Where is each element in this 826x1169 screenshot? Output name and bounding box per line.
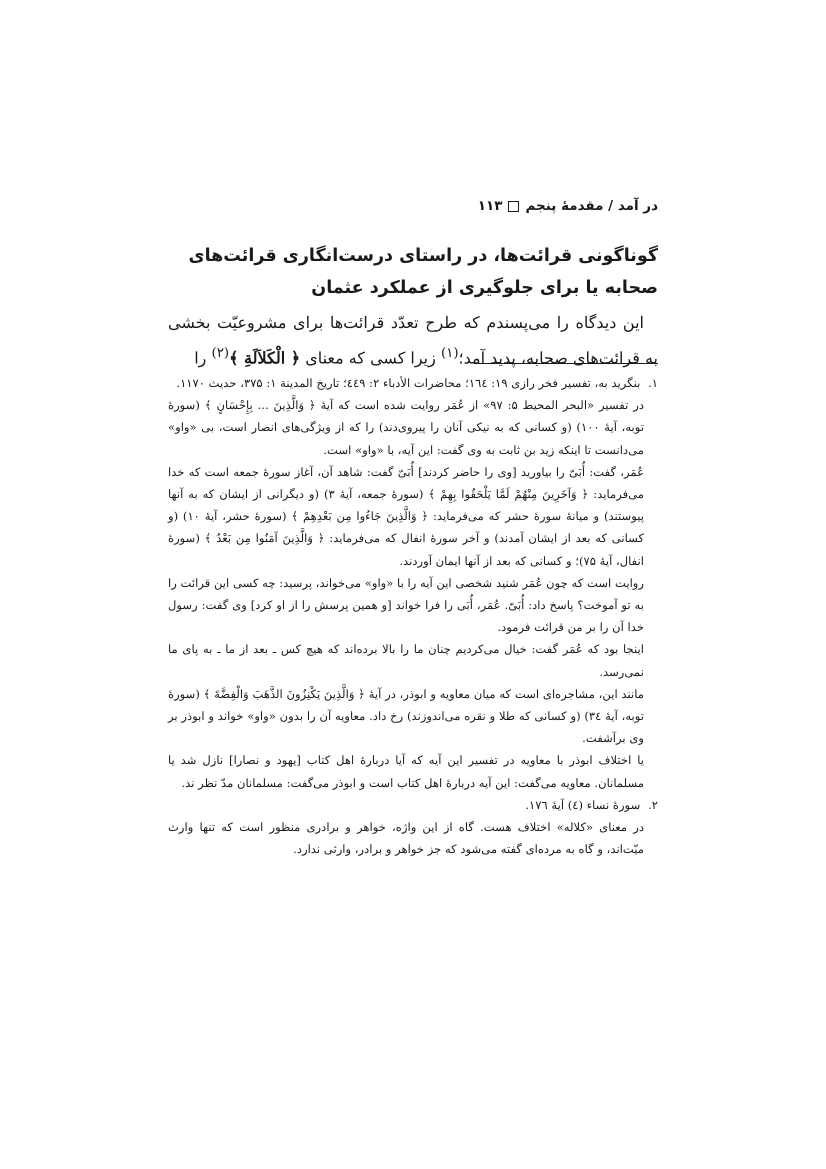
square-ornament-icon — [508, 201, 519, 212]
section-heading: گوناگونی قرائت‌ها، در راستای درست‌انگاری قرائت‌های صحابه یا برای جلوگیری از عملکرد عثمان — [188, 246, 658, 298]
body-text-part1: این دیدگاه را می‌پسندم که طرح تعدّد قرائت‌ها برای مشروعیّت بخشی به قرائت‌های صحابه، پدید آمد؛ — [168, 313, 658, 368]
footnotes — [168, 372, 658, 860]
footnote-ref-1: (۱) — [440, 346, 459, 361]
footnote-1-paragraph: اینجا بود که عُمَر گفت: خیال می‌کردیم چنان ما را بالا برده‌اند که هیچ کس ـ بعد از ما ـ به پای ما نمی‌رسد. — [168, 642, 644, 679]
footnote-2 — [168, 794, 658, 816]
footnote-1-paragraph: در تفسیر «البحر المحیط ۵: ۹۷» از عُمَر روایت شده است که آیهٔ ﴿ وَالَّذِينَ ... بِإِحْسَانٍ ﴾ (سورهٔ توبه، آیهٔ ۱۰۰) (و کسانی که به نیکی آنان را پیروی‌دند) را که از ویژگی‌های انصار است، بی «واو» می‌دانست تا اینکه زید بن ثابت به وی گفت: این آیه، با «واو» است. — [168, 398, 645, 457]
footnote-1-text: بنگرید به، تفسیر فخر رازی ۱۹: ۱٦٤؛ محاضرات الأدباء ۲: ٤٤۹؛ تاریخ المدینة ۱: ۳۷۵، حدیث ۱۱۷۰. — [176, 376, 641, 390]
running-header — [168, 198, 658, 214]
footnote-2-text: سورهٔ نساء (٤) آیهٔ ۱۷٦. — [525, 797, 641, 812]
footnote-1-number: ۱. — [648, 376, 658, 390]
footnote-2-number: ۲. — [648, 797, 658, 812]
footnote-1-paragraph: مانند این، مشاجره‌ای است که میان معاویه و ابوذر، در آیهٔ ﴿ وَالَّذِينَ يَكْنِزُونَ الذَّهَبَ وَالْفِضَّةَ ﴾ (سورهٔ توبه، آیهٔ ۳٤) (و کسانی که طلا و نقره می‌اندوزند) رخ داد. معاویه آن را بدون «واو» خواند و ابوذر بر وی برآشفت. — [168, 686, 645, 746]
footnote-2-paragraph: در معنای «کلاله» اختلاف هست. گاه از این واژه، خواهر و برادری منظور است که تنها وارث میّت‌اند، و گاه به مرده‌ای گفته می‌شود که جز خواهر و برادر، وارثی ندارد. — [168, 820, 644, 857]
footnote-1-paragraph: روایت است که چون عُمَر شنید شخصی این آیه را با «واو» می‌خواند، پرسید: چه کسی این قرائت را به تو آموخت؟ پاسخ داد: أُبَیّ. عُمَر، أُبَی را فرا خواند [و همین پرسش را از او کرد] وی گفت: رسول خدا آن را بر من قرائت فرمود. — [168, 575, 644, 635]
header-text: در آمد / مقدمهٔ پنجم — [525, 198, 658, 214]
quran-quote: ﴿ الْكَلاَلَةِ ﴾ — [229, 348, 301, 368]
page-number: ۱۱۳ — [477, 198, 503, 214]
footnote-1 — [168, 372, 658, 394]
body-text-part2: زیرا کسی که معنای — [300, 348, 441, 368]
footnote-1-paragraph: یا اختلاف ابوذر با معاویه در تفسیر این آیه که آیا دربارهٔ اهل کتاب [یهود و نصارا] نازل شد یا مسلمانان. معاویه می‌گفت: این آیه دربارهٔ اهل کتاب است و ابوذر می‌گفت: مسلمانان مدّ نظر ند. — [168, 753, 644, 790]
footnote-separator — [474, 363, 658, 364]
footnote-ref-2: (۲) — [211, 346, 230, 361]
body-text-part3: را — [194, 348, 212, 368]
footnote-1-paragraph: عُمَر، گفت: أُبَیّ را بیاورید [وی را حاضر کردند] أُبَیّ گفت: شاهد آن، آغاز سورهٔ جمعه است که خدا می‌فرماید: ﴿ وَآخَرِينَ مِنْهُمْ لَمَّا يَلْحَقُوا بِهِمْ ﴾ (سورهٔ جمعه، آیهٔ ۳) (و دیگرانی از ایشان که به آنها پیوستند) و میانهٔ سورهٔ حشر که می‌فرماید: ﴿ وَالَّذِينَ جَاءُوا مِن بَعْدِهِمْ ﴾ (سورهٔ حشر، آیهٔ ۱۰) (و کسانی که بعد از ایشان آمدند) و آخر سورهٔ انفال که می‌فرماید: ﴿ وَالَّذِينَ آمَنُوا مِن بَعْدُ ﴾ (سورهٔ انفال، آیهٔ ۷۵)؛ و کسانی که بعد از آنها ایمان آوردند. — [168, 464, 645, 568]
